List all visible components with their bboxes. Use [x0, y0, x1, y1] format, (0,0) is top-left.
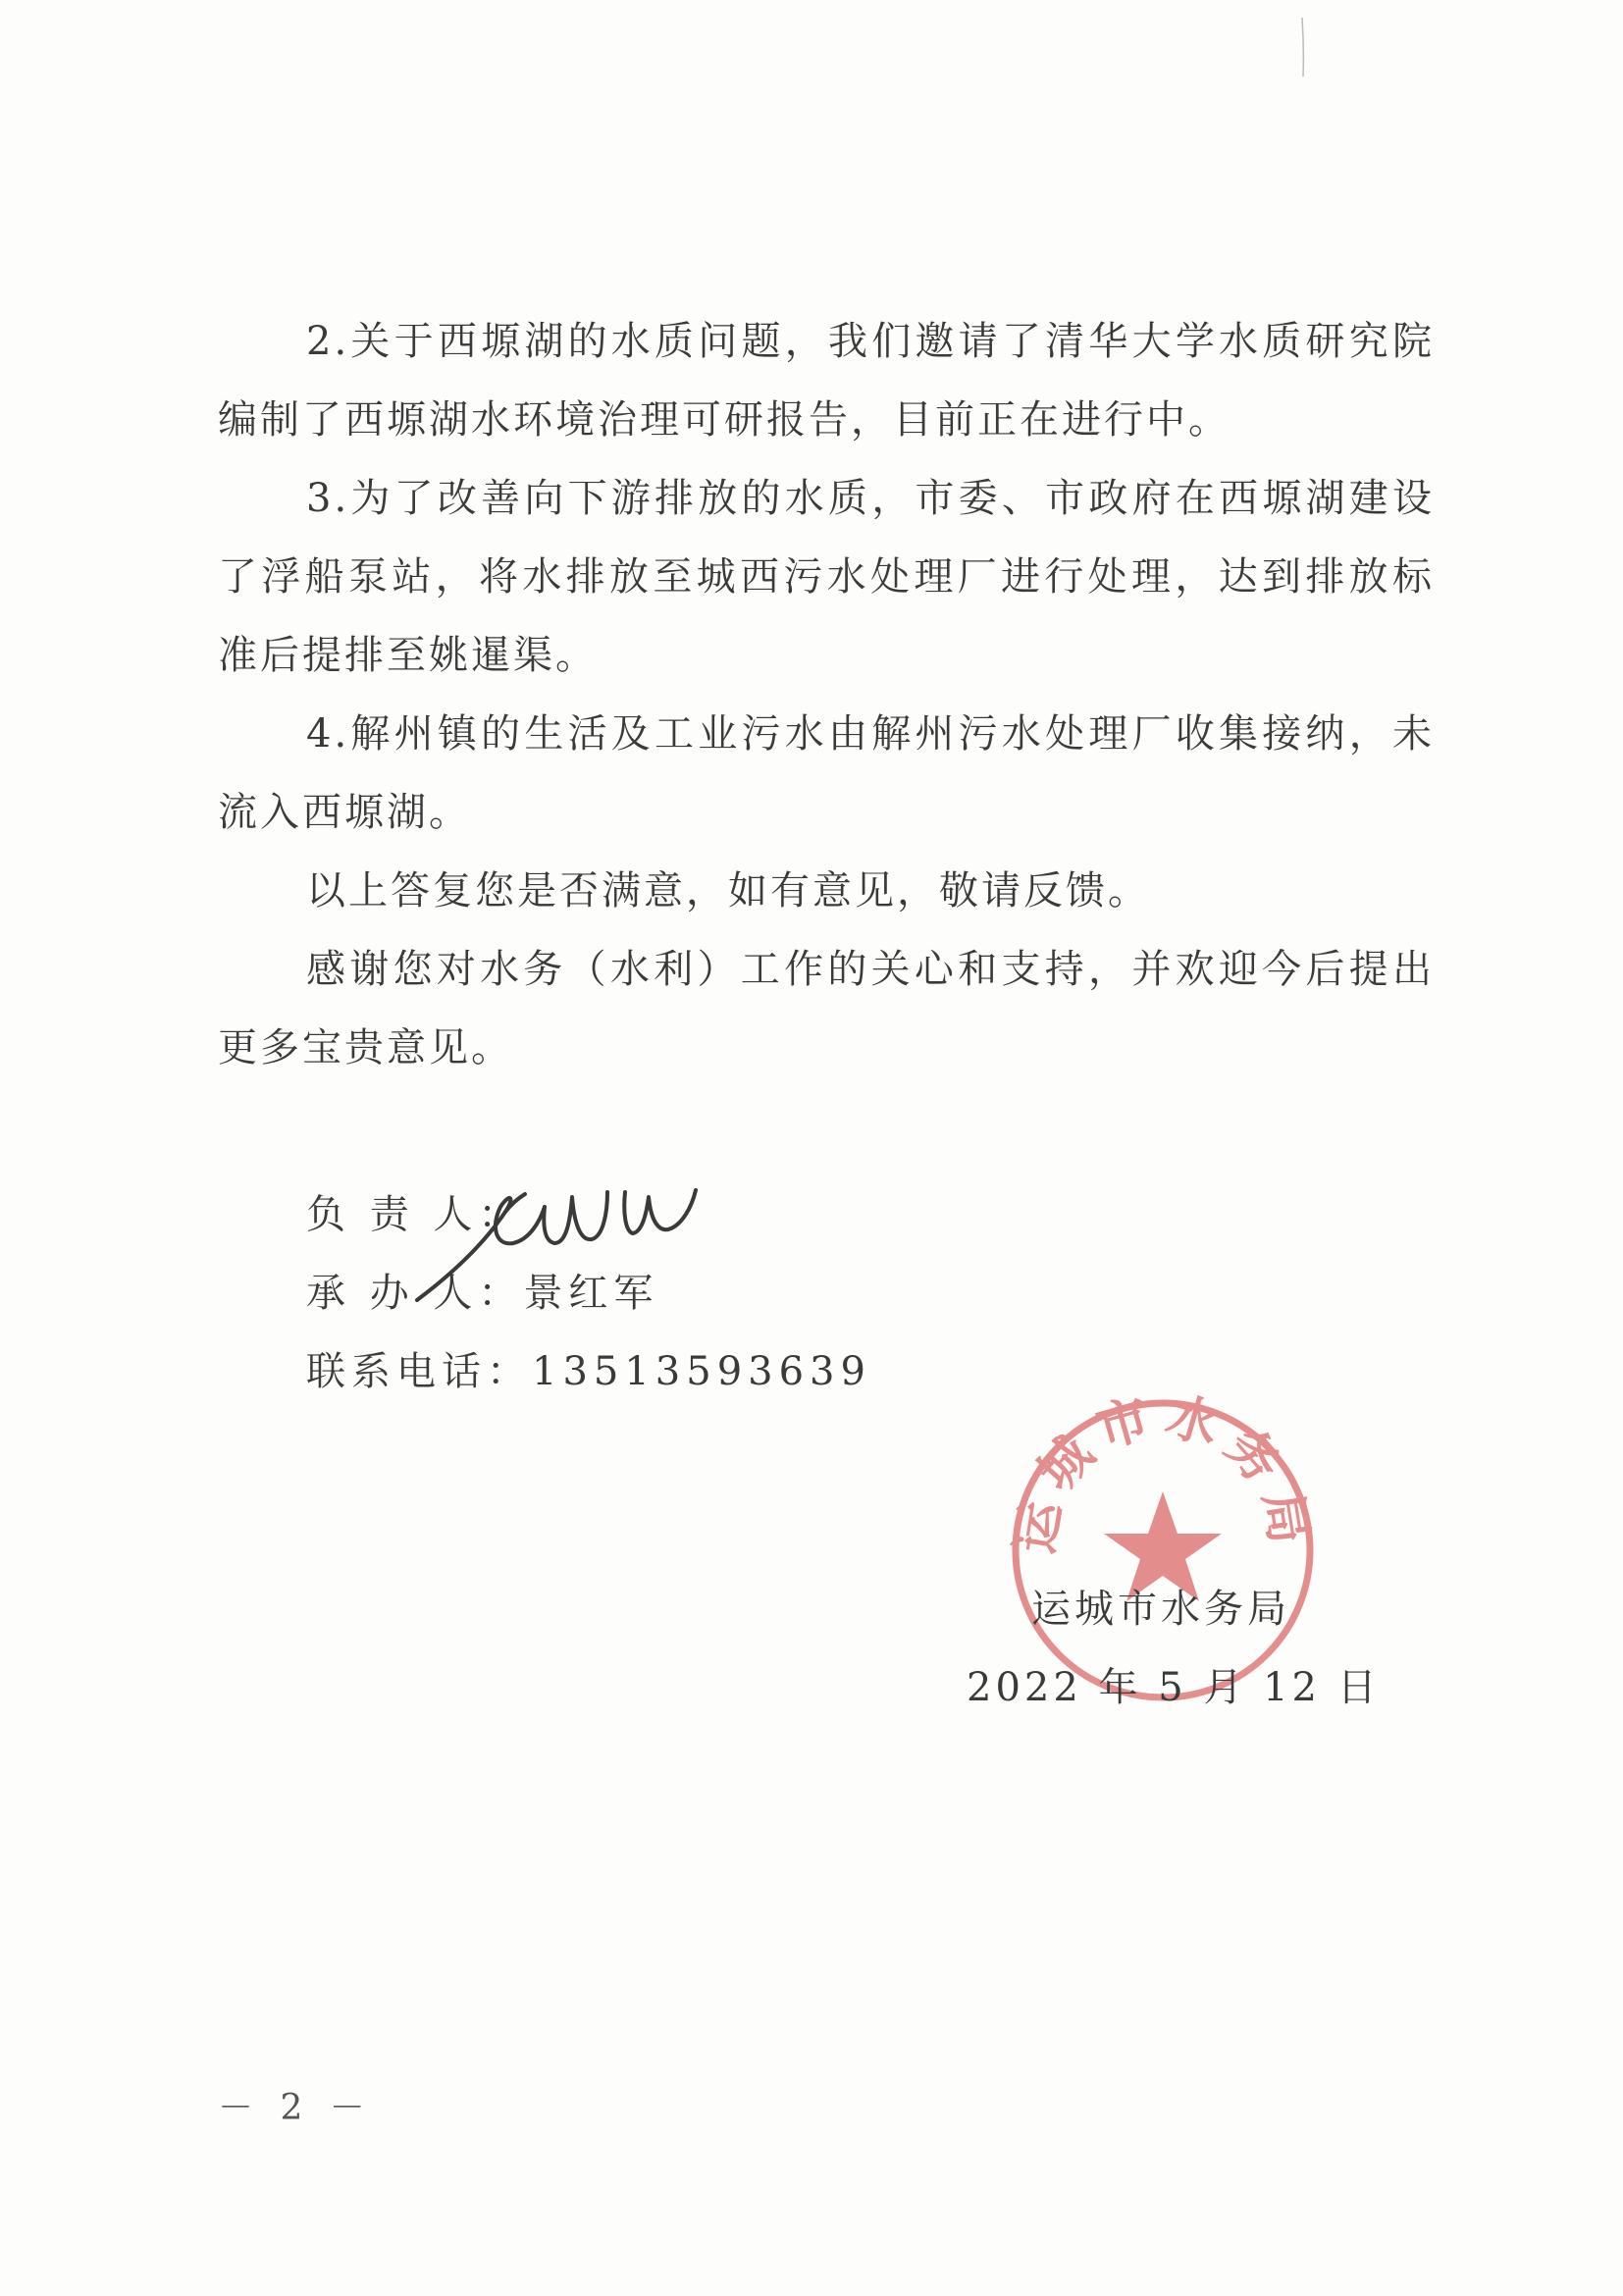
- paragraph-xiezhou-sewage: 4.解州镇的生活及工业污水由解州污水处理厂收集接纳，未流入西塬湖。: [218, 711, 1435, 835]
- paragraph-pump-station: 3.为了改善向下游排放的水质，市委、市政府在西塬湖建设了浮船泵站，将水排放至城西污水处理厂进行处理，达到排放标准后提排至姚暹渠。: [218, 476, 1435, 678]
- letter-body: [218, 302, 1435, 1087]
- handler-label: 承 办 人：: [306, 1271, 524, 1316]
- issuer-org-name: 运城市水务局: [1031, 1587, 1290, 1632]
- handwritten-signature: [397, 1153, 721, 1320]
- phone-label: 联系电话：: [306, 1349, 532, 1394]
- issue-date: 2022 年 5 月 12 日: [967, 1665, 1381, 1710]
- scan-artifact-mark: [1300, 18, 1306, 77]
- paragraph-water-quality: 2.关于西塬湖的水质问题，我们邀请了清华大学水质研究院编制了西塬湖水环境治理可研报告，目前正在进行中。: [218, 319, 1435, 443]
- paragraph-feedback-request: 以上答复您是否满意，如有意见，敬请反馈。: [306, 868, 1150, 913]
- responsible-person-label: 负 责 人：: [306, 1192, 524, 1237]
- issuer-block: [967, 1570, 1381, 1727]
- page-number: － 2 －: [218, 2088, 373, 2128]
- phone-row: [306, 1332, 871, 1411]
- paragraph-thanks: 感谢您对水务（水利）工作的关心和支持，并欢迎今后提出更多宝贵意见。: [218, 947, 1435, 1070]
- phone-number: 13513593639: [532, 1349, 871, 1394]
- seal-text: 运城市水务局: [1005, 1388, 1321, 1558]
- handler-name: 景红军: [523, 1271, 659, 1316]
